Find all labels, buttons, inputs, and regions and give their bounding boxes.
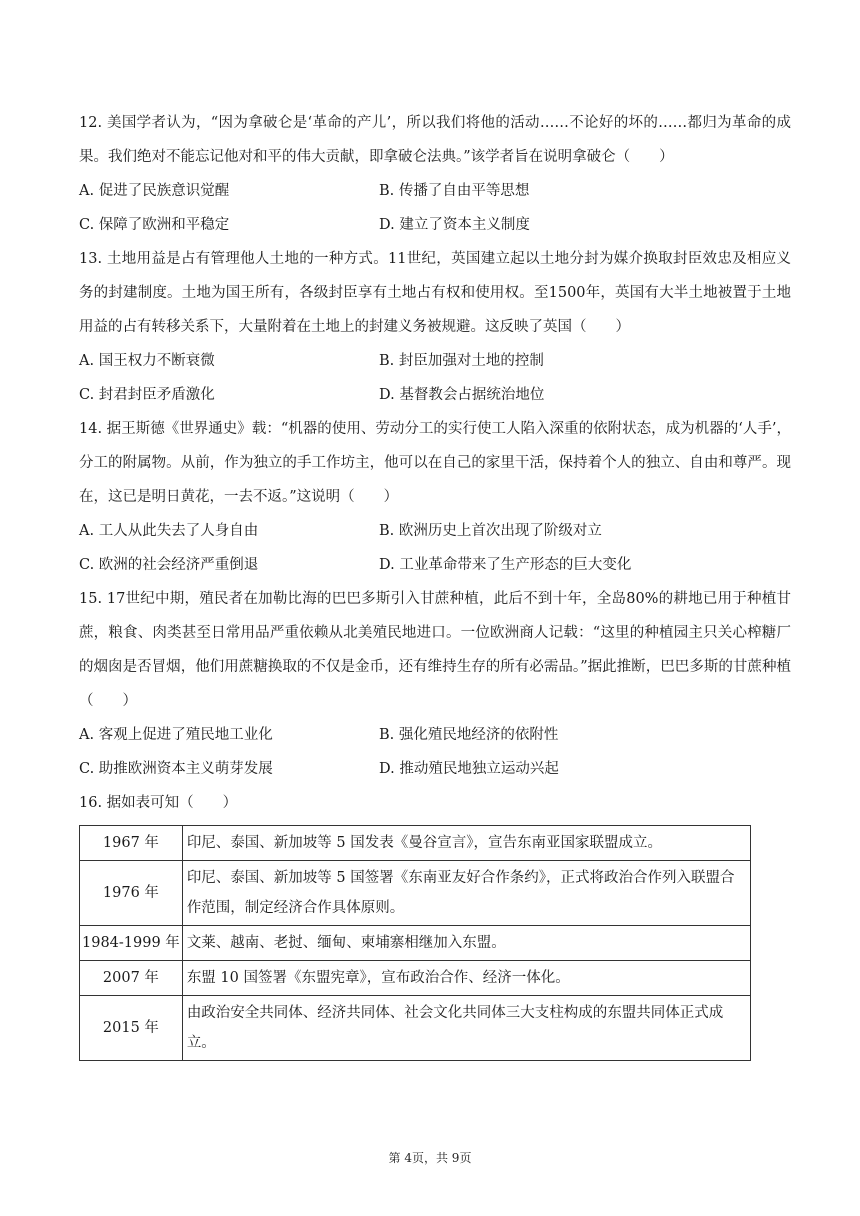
option-a: A. 国王权力不断衰微	[79, 353, 215, 369]
question-stem: 13. 土地用益是占有管理他人土地的一种方式。11世纪，英国建立起以土地分封为媒介换取封臣效忠及相应义务的封建制度。土地为国王所有，各级封臣享有土地占有权和使用权。至1500年，英国有大半土地被置于土地用益的占有转移关系下，大量附着在土地上的封建义务被规避。这反映了英国（ ）	[79, 251, 791, 335]
question-12	[79, 106, 791, 242]
option-a: A. 客观上促进了殖民地工业化	[79, 727, 273, 743]
event-cell: 文莱、越南、老挝、缅甸、柬埔寨相继加入东盟。	[182, 926, 750, 961]
option-d: D. 建立了资本主义制度	[379, 217, 530, 233]
options	[79, 174, 791, 242]
option-c: C. 助推欧洲资本主义萌芽发展	[79, 761, 273, 777]
question-stem: 15. 17世纪中期，殖民者在加勒比海的巴巴多斯引入甘蔗种植，此后不到十年，全岛80%的耕地已用于种植甘蔗，粮食、肉类甚至日常用品严重依赖从北美殖民地进口。一位欧洲商人记载：“这里的种植园主只关心榨糖厂的烟囱是否冒烟，他们用蔗糖换取的不仅是金币，还有维持生存的所有必需品。”据此推断，巴巴多斯的甘蔗种植（ ）	[79, 591, 791, 709]
question-15	[79, 582, 791, 786]
option-c: C. 封君封臣矛盾激化	[79, 387, 215, 403]
event-cell: 印尼、泰国、新加坡等 5 国发表《曼谷宣言》，宣告东南亚国家联盟成立。	[182, 826, 750, 861]
option-b: B. 欧洲历史上首次出现了阶级对立	[379, 523, 602, 539]
table-row	[80, 926, 751, 961]
event-cell: 东盟 10 国签署《东盟宪章》，宣布政治合作、经济一体化。	[182, 961, 750, 996]
asean-timeline-table	[79, 825, 751, 1061]
event-cell: 由政治安全共同体、经济共同体、社会文化共同体三大支柱构成的东盟共同体正式成立。	[182, 996, 750, 1061]
question-stem: 12. 美国学者认为，“因为拿破仑是‘革命的产儿’，所以我们将他的活动……不论好的坏的……都归为革命的成果。我们绝对不能忘记他对和平的伟大贡献，即拿破仑法典。”该学者旨在说明拿破仑（ ）	[79, 115, 791, 165]
option-b: B. 强化殖民地经济的依附性	[379, 727, 559, 743]
table-row	[80, 996, 751, 1061]
options	[79, 344, 791, 412]
question-14	[79, 412, 791, 582]
option-b: B. 传播了自由平等思想	[379, 183, 530, 199]
page-footer: 第 4页，共 9页	[388, 1151, 472, 1165]
option-a: A. 工人从此失去了人身自由	[79, 523, 259, 539]
event-cell: 印尼、泰国、新加坡等 5 国签署《东南亚友好合作条约》，正式将政治合作列入联盟合作范围，制定经济合作具体原则。	[182, 861, 750, 926]
option-c: C. 欧洲的社会经济严重倒退	[79, 557, 259, 573]
year-cell: 2015 年	[80, 996, 183, 1061]
option-d: D. 推动殖民地独立运动兴起	[379, 761, 559, 777]
option-b: B. 封臣加强对土地的控制	[379, 353, 544, 369]
question-16	[79, 786, 791, 1061]
question-stem: 16. 据如表可知（ ）	[79, 795, 238, 811]
option-c: C. 保障了欧洲和平稳定	[79, 217, 230, 233]
question-13	[79, 242, 791, 412]
options	[79, 514, 791, 582]
table-row	[80, 961, 751, 996]
question-stem: 14. 据王斯德《世界通史》载：“机器的使用、劳动分工的实行使工人陷入深重的依附状态，成为机器的‘人手’，分工的附属物。从前，作为独立的手工作坊主，他可以在自己的家里干活，保持着个人的独立、自由和尊严。现在，这已是明日黄花，一去不返。”这说明（ ）	[79, 421, 791, 505]
option-a: A. 促进了民族意识觉醒	[79, 183, 230, 199]
year-cell: 2007 年	[80, 961, 183, 996]
option-d: D. 工业革命带来了生产形态的巨大变化	[379, 557, 632, 573]
table-row	[80, 826, 751, 861]
option-d: D. 基督教会占据统治地位	[379, 387, 545, 403]
options	[79, 718, 791, 786]
table-row	[80, 861, 751, 926]
year-cell: 1976 年	[80, 861, 183, 926]
question-list	[79, 106, 791, 1061]
year-cell: 1967 年	[80, 826, 183, 861]
year-cell: 1984-1999 年	[80, 926, 183, 961]
